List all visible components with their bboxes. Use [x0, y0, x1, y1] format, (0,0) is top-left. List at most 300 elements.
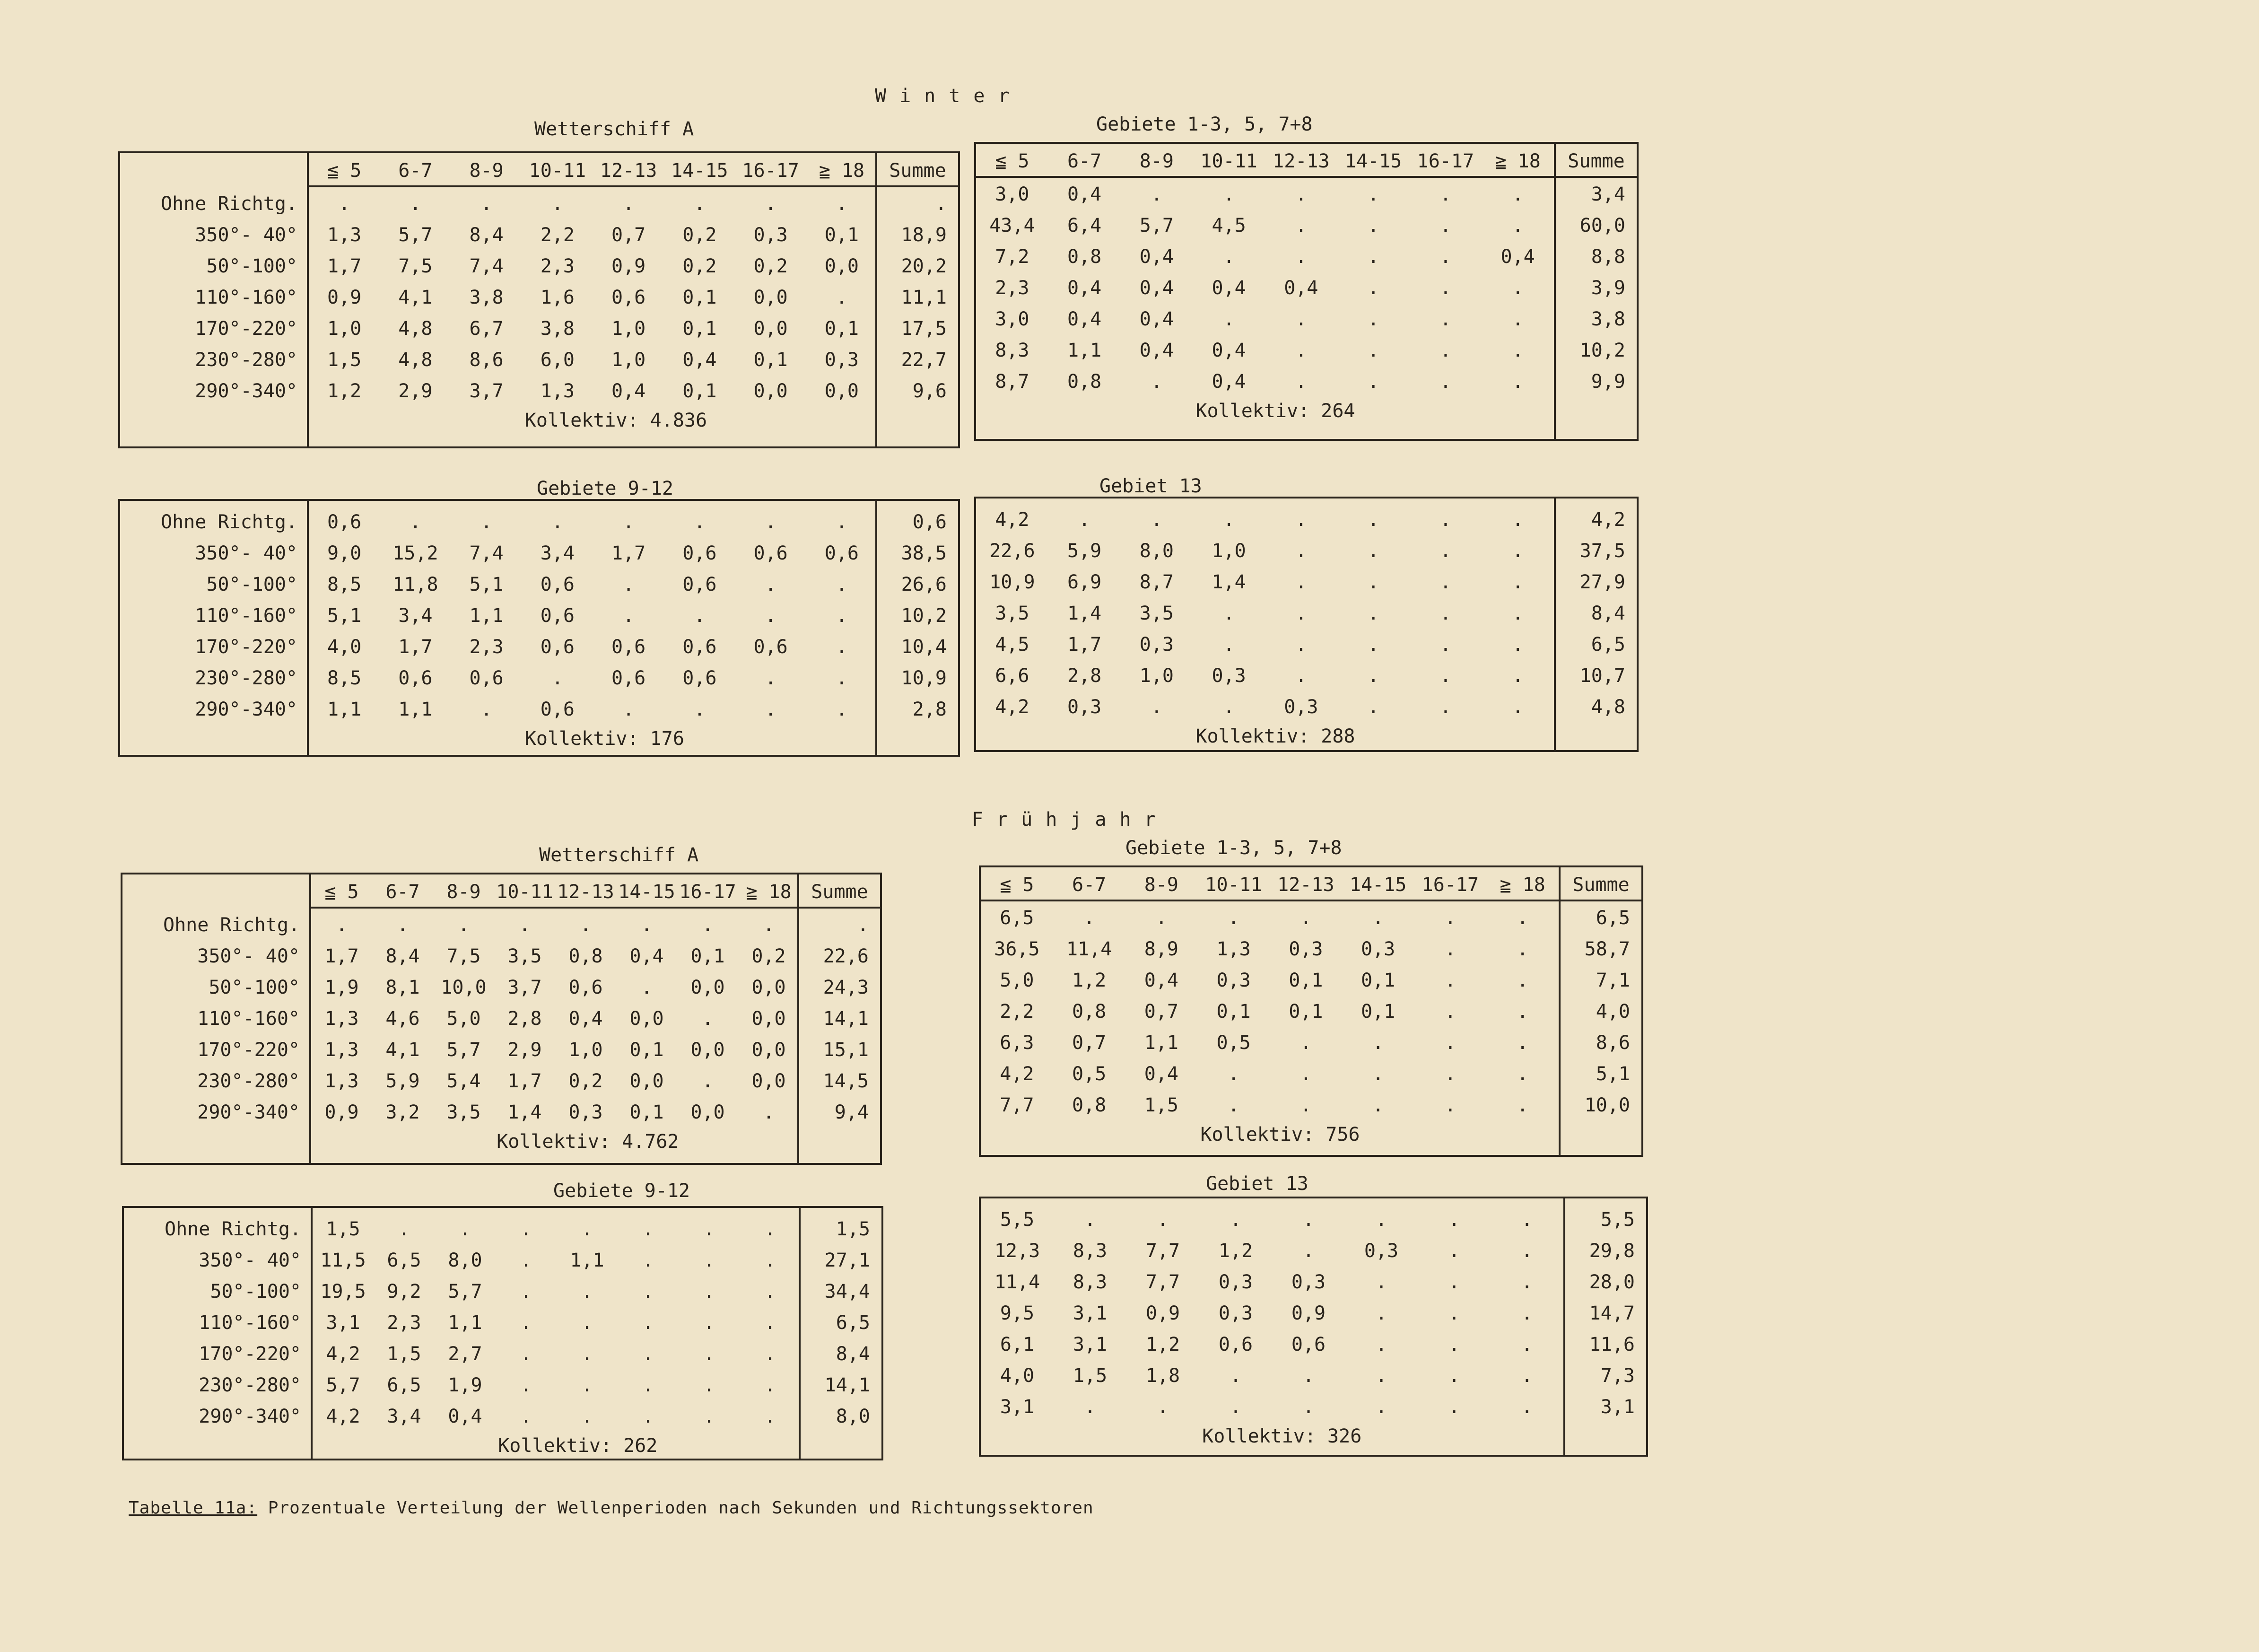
sum-cell: 0,6 — [912, 511, 947, 533]
table-cell: . — [1230, 1209, 1242, 1231]
table-cell: . — [1439, 215, 1451, 236]
table-cell: . — [410, 193, 421, 215]
sum-cell: 17,5 — [901, 318, 947, 340]
table-cell: 1,0 — [1212, 540, 1246, 562]
table-cell: . — [1295, 571, 1307, 593]
table-cell: . — [1517, 1094, 1528, 1116]
table-cell: . — [642, 1406, 654, 1427]
sum-cell: 3,9 — [1591, 277, 1625, 299]
table-cell: 4,6 — [385, 1008, 420, 1030]
column-header: ≧ 18 — [819, 160, 865, 182]
table-cell: . — [764, 1312, 776, 1334]
table-cell: . — [1517, 1032, 1528, 1054]
table-cell: . — [1368, 603, 1379, 624]
table-cell: . — [703, 1218, 715, 1240]
table-cell: 7,5 — [398, 255, 433, 277]
table-cell: 3,4 — [387, 1406, 421, 1427]
table-cell: . — [397, 914, 409, 936]
kollektiv-line: Kollektiv: 326 — [1202, 1425, 1362, 1447]
kollektiv-line: Kollektiv: 4.762 — [497, 1131, 679, 1153]
table-cell: 4,8 — [398, 349, 433, 371]
table-cell: 8,3 — [1073, 1240, 1108, 1262]
table-cell: 0,4 — [1139, 340, 1174, 361]
table-cell: 0,6 — [568, 977, 603, 998]
table-cell: . — [836, 699, 847, 720]
table-cell: . — [1295, 634, 1307, 656]
table-cell: 3,8 — [540, 318, 575, 340]
table-cell: . — [765, 605, 776, 627]
sum-column-header: Summe — [889, 160, 946, 182]
table-cell: 5,7 — [448, 1281, 482, 1302]
table-cell: . — [1295, 215, 1307, 236]
table-cell: 3,1 — [326, 1312, 360, 1334]
table-cell: . — [1300, 1032, 1312, 1054]
direction-label: Ohne Richtg. — [161, 511, 297, 533]
column-header: 8-9 — [469, 160, 504, 182]
table-cell: 4,0 — [327, 636, 362, 658]
table-cell: . — [520, 1250, 532, 1271]
table-cell: 0,6 — [611, 287, 646, 308]
table-cell: . — [765, 574, 776, 595]
table-cell: 8,0 — [448, 1250, 482, 1271]
table-cell: 3,8 — [469, 287, 504, 308]
sum-cell: 18,9 — [901, 224, 947, 246]
table-cell: 1,5 — [387, 1343, 421, 1365]
sum-cell: 5,5 — [1600, 1209, 1635, 1231]
table-cell: . — [1444, 1032, 1456, 1054]
table-cell: 8,6 — [469, 349, 504, 371]
table-cell: 0,7 — [1072, 1032, 1107, 1054]
direction-label: 230°-280° — [195, 349, 297, 371]
table-cell: . — [480, 699, 492, 720]
table-cell: 0,3 — [1216, 970, 1251, 991]
sum-cell: 3,1 — [1600, 1396, 1635, 1418]
table-cell: 0,4 — [448, 1406, 482, 1427]
sum-cell: 8,4 — [836, 1343, 870, 1365]
table-cell: 0,8 — [1067, 371, 1102, 393]
column-header: 6-7 — [398, 160, 433, 182]
table-cell: . — [1512, 215, 1524, 236]
table-cell: . — [703, 1250, 715, 1271]
direction-label: 350°- 40° — [197, 945, 300, 967]
table-cell: 11,4 — [1066, 938, 1112, 960]
direction-label: 230°-280° — [199, 1374, 301, 1396]
table-cell: . — [1439, 184, 1451, 205]
table-cell: . — [1512, 540, 1524, 562]
sum-cell: 22,6 — [823, 945, 869, 967]
table-cell: . — [1368, 509, 1379, 531]
table-cell: 0,6 — [540, 699, 575, 720]
table-cell: 0,9 — [1291, 1302, 1326, 1324]
table-cell: 0,2 — [751, 945, 786, 967]
table-cell: 0,3 — [1218, 1302, 1253, 1324]
column-header: 16-17 — [742, 160, 799, 182]
sum-cell: 37,5 — [1579, 540, 1625, 562]
table-cell: . — [1521, 1334, 1533, 1355]
table-cell: 5,9 — [385, 1070, 420, 1092]
table-footer-caption — [129, 1498, 1094, 1518]
table-cell: . — [702, 1070, 714, 1092]
table-cell: 0,6 — [327, 511, 362, 533]
table-cell: . — [1439, 603, 1451, 624]
table-cell: 0,1 — [629, 1039, 664, 1061]
table-cell: . — [1151, 371, 1162, 393]
direction-label: 350°- 40° — [195, 542, 297, 564]
column-header: ≦ 5 — [324, 881, 359, 903]
table-cell: 3,5 — [995, 603, 1029, 624]
table-cell: 0,4 — [629, 945, 664, 967]
table-cell: 0,9 — [327, 287, 362, 308]
table-cell: . — [1084, 1396, 1096, 1418]
column-header: 14-15 — [671, 160, 728, 182]
table-cell: 4,1 — [385, 1039, 420, 1061]
column-header: 10-11 — [529, 160, 586, 182]
table-cell: . — [1151, 509, 1162, 531]
table-cell: 0,3 — [753, 224, 788, 246]
table-caption: Wetterschiff A — [539, 844, 699, 866]
table-cell: . — [1448, 1240, 1460, 1262]
table-cell: . — [1448, 1302, 1460, 1324]
table-cell: . — [1512, 277, 1524, 299]
table-cell: . — [519, 914, 531, 936]
sum-cell: 8,6 — [1596, 1032, 1630, 1054]
table-cell: 1,9 — [324, 977, 359, 998]
table-cell: . — [1439, 540, 1451, 562]
table-cell: . — [1448, 1209, 1460, 1231]
table-cell: 1,7 — [507, 1070, 542, 1092]
table-cell: . — [1512, 571, 1524, 593]
sum-cell: 10,4 — [901, 636, 947, 658]
table-cell: . — [764, 1250, 776, 1271]
table-cell: 0,7 — [1144, 1001, 1178, 1023]
table-cell: . — [1439, 571, 1451, 593]
table-cell: . — [1521, 1209, 1533, 1231]
table-cell: 0,6 — [1218, 1334, 1253, 1355]
table-cell: 0,6 — [824, 542, 859, 564]
season-heading: Winter — [875, 85, 1023, 107]
column-header: 14-15 — [1349, 874, 1407, 896]
column-header: ≦ 5 — [995, 150, 1029, 172]
table-cell: 0,6 — [1291, 1334, 1326, 1355]
table-cell: 0,6 — [540, 574, 575, 595]
sum-cell: 20,2 — [901, 255, 947, 277]
table-cell: 0,4 — [1139, 308, 1174, 330]
table-cell: 0,0 — [753, 318, 788, 340]
table-cell: 11,4 — [994, 1271, 1040, 1293]
table-cell: . — [1223, 696, 1235, 718]
table-cell: 0,0 — [629, 1008, 664, 1030]
table-cell: 0,0 — [824, 380, 859, 402]
table-cell: 0,6 — [682, 636, 717, 658]
table-cell: 5,1 — [469, 574, 504, 595]
table-cell: 1,0 — [1139, 665, 1174, 687]
table-cell: . — [836, 193, 847, 215]
sum-cell: 60,0 — [1579, 215, 1625, 236]
data-table — [979, 1197, 1648, 1457]
column-header: 14-15 — [618, 881, 675, 903]
table-cell: 3,5 — [1139, 603, 1174, 624]
data-table — [974, 142, 1639, 441]
data-table — [974, 497, 1639, 752]
sum-cell: 4,2 — [1591, 509, 1625, 531]
table-cell: 4,1 — [398, 287, 433, 308]
table-cell: . — [1223, 184, 1235, 205]
table-cell: . — [551, 193, 563, 215]
table-cell: 2,7 — [448, 1343, 482, 1365]
table-cell: 10,9 — [989, 571, 1035, 593]
table-cell: 0,0 — [690, 977, 725, 998]
table-cell: 0,1 — [1289, 1001, 1323, 1023]
table-cell: . — [581, 1406, 593, 1427]
table-cell: 8,1 — [385, 977, 420, 998]
table-cell: . — [623, 511, 635, 533]
table-cell: 0,0 — [824, 255, 859, 277]
sum-cell: 1,5 — [836, 1218, 870, 1240]
table-cell: . — [1157, 1209, 1169, 1231]
table-cell: 6,3 — [1000, 1032, 1034, 1054]
table-cell: 3,1 — [1073, 1334, 1108, 1355]
table-cell: . — [1295, 371, 1307, 393]
table-cell: 8,9 — [1144, 938, 1178, 960]
table-cell: 0,2 — [568, 1070, 603, 1092]
table-cell: . — [1300, 1094, 1312, 1116]
table-cell: 19,5 — [320, 1281, 366, 1302]
table-cell: . — [581, 1281, 593, 1302]
direction-label: 170°-220° — [199, 1343, 301, 1365]
table-cell: 0,4 — [682, 349, 717, 371]
table-cell: 1,1 — [448, 1312, 482, 1334]
table-cell: 1,1 — [398, 699, 433, 720]
table-cell: 0,0 — [751, 1008, 786, 1030]
table-cell: 2,9 — [398, 380, 433, 402]
table-cell: 3,2 — [385, 1101, 420, 1123]
table-cell: . — [1512, 603, 1524, 624]
table-cell: . — [1151, 184, 1162, 205]
sum-cell: 11,6 — [1589, 1334, 1635, 1355]
sum-cell: 8,8 — [1591, 246, 1625, 268]
table-cell: 0,6 — [682, 667, 717, 689]
direction-label: Ohne Richtg. — [165, 1218, 301, 1240]
sum-cell: 34,4 — [824, 1281, 870, 1302]
table-cell: 15,2 — [392, 542, 438, 564]
table-cell: 0,4 — [611, 380, 646, 402]
table-cell: . — [1439, 340, 1451, 361]
table-cell: . — [1230, 1365, 1242, 1387]
table-cell: . — [836, 636, 847, 658]
table-cell: . — [1302, 1396, 1315, 1418]
sum-cell: 22,7 — [901, 349, 947, 371]
direction-label: 290°-340° — [195, 699, 297, 720]
kollektiv-line: Kollektiv: 264 — [1195, 400, 1355, 422]
direction-label: 170°-220° — [195, 318, 297, 340]
table-cell: 0,3 — [1364, 1240, 1399, 1262]
table-cell: . — [1375, 1396, 1387, 1418]
table-cell: . — [836, 287, 847, 308]
table-cell: . — [1157, 1396, 1169, 1418]
table-cell: . — [623, 574, 635, 595]
column-header: ≦ 5 — [1000, 874, 1034, 896]
table-cell: 0,6 — [682, 574, 717, 595]
table-cell: 1,3 — [327, 224, 362, 246]
table-cell: . — [1295, 308, 1307, 330]
table-cell: . — [623, 193, 635, 215]
table-cell: . — [1368, 540, 1379, 562]
sum-cell: 27,9 — [1579, 571, 1625, 593]
sum-cell: 14,1 — [823, 1008, 869, 1030]
table-cell: . — [1521, 1240, 1533, 1262]
table-cell: 4,0 — [1000, 1365, 1035, 1387]
table-cell: . — [520, 1281, 532, 1302]
table-cell: 0,4 — [568, 1008, 603, 1030]
table-cell: 0,9 — [611, 255, 646, 277]
table-cell: 1,5 — [1073, 1365, 1108, 1387]
sum-cell: 10,0 — [1584, 1094, 1630, 1116]
table-cell: 1,0 — [568, 1039, 603, 1061]
table-cell: 0,1 — [682, 287, 717, 308]
table-cell: 0,3 — [1212, 665, 1246, 687]
table-cell: . — [1375, 1302, 1387, 1324]
table-cell: 1,3 — [1216, 938, 1251, 960]
table-cell: 0,0 — [751, 977, 786, 998]
table-cell: . — [763, 914, 775, 936]
table-cell: 7,4 — [469, 542, 504, 564]
column-header: 8-9 — [1139, 150, 1174, 172]
table-cell: . — [1375, 1365, 1387, 1387]
table-cell: . — [1368, 340, 1379, 361]
column-header: ≦ 5 — [327, 160, 362, 182]
table-cell: . — [1517, 1001, 1528, 1023]
column-header: 12-13 — [600, 160, 657, 182]
sum-cell: 5,1 — [1596, 1063, 1630, 1085]
table-cell: 0,3 — [824, 349, 859, 371]
table-cell: . — [1439, 277, 1451, 299]
table-cell: 43,4 — [989, 215, 1035, 236]
sum-cell: 3,8 — [1591, 308, 1625, 330]
table-cell: . — [1368, 308, 1379, 330]
table-cell: 2,9 — [507, 1039, 542, 1061]
table-cell: 4,2 — [326, 1406, 360, 1427]
table-cell: . — [1517, 907, 1528, 929]
table-cell: . — [398, 1218, 410, 1240]
table-cell: . — [480, 193, 492, 215]
table-cell: . — [1223, 308, 1235, 330]
table-cell: 1,5 — [327, 349, 362, 371]
table-cell: 1,7 — [611, 542, 646, 564]
table-cell: . — [703, 1406, 715, 1427]
table-cell: . — [1517, 1063, 1528, 1085]
table-cell: . — [459, 1218, 471, 1240]
table-cell: 0,6 — [398, 667, 433, 689]
table-cell: 0,4 — [1212, 277, 1246, 299]
table-cell: . — [1079, 509, 1090, 531]
table-cell: . — [1439, 696, 1451, 718]
column-header: 8-9 — [1144, 874, 1178, 896]
kollektiv-line: Kollektiv: 288 — [1195, 725, 1355, 747]
table-cell: 7,2 — [995, 246, 1029, 268]
table-cell: . — [702, 1008, 714, 1030]
table-cell: . — [1375, 1271, 1387, 1293]
table-cell: 6,5 — [1000, 907, 1034, 929]
table-cell: . — [1448, 1334, 1460, 1355]
table-cell: 1,3 — [324, 1070, 359, 1092]
table-cell: . — [1368, 246, 1379, 268]
table-cell: . — [836, 574, 847, 595]
sum-cell: 8,0 — [836, 1406, 870, 1427]
column-header: ≧ 18 — [746, 881, 792, 903]
table-cell: . — [642, 1374, 654, 1396]
table-cell: . — [1230, 1396, 1242, 1418]
table-cell: 0,8 — [1072, 1094, 1107, 1116]
table-cell: . — [1439, 634, 1451, 656]
sum-cell: 8,4 — [1591, 603, 1625, 624]
table-cell: 5,4 — [446, 1070, 481, 1092]
table-cell: 0,1 — [1216, 1001, 1251, 1023]
table-cell: 3,4 — [540, 542, 575, 564]
table-cell: 2,3 — [387, 1312, 421, 1334]
table-cell: 0,5 — [1072, 1063, 1107, 1085]
table-cell: 6,4 — [1067, 215, 1102, 236]
table-cell: 1,2 — [327, 380, 362, 402]
table-cell: 1,2 — [1145, 1334, 1180, 1355]
table-cell: 1,4 — [1067, 603, 1102, 624]
sum-cell: 29,8 — [1589, 1240, 1635, 1262]
table-cell: 0,4 — [1212, 340, 1246, 361]
column-header: 8-9 — [446, 881, 481, 903]
table-cell: . — [1444, 907, 1456, 929]
table-cell: 36,5 — [994, 938, 1040, 960]
table-cell: 12,3 — [994, 1240, 1040, 1262]
table-cell: 1,1 — [469, 605, 504, 627]
table-cell: . — [1439, 246, 1451, 268]
table-cell: . — [836, 511, 847, 533]
table-cell: 1,5 — [1144, 1094, 1178, 1116]
table-cell: 5,7 — [398, 224, 433, 246]
table-cell: . — [1512, 509, 1524, 531]
direction-label: 50°-100° — [209, 977, 300, 998]
table-cell: . — [703, 1374, 715, 1396]
table-cell: 0,4 — [1212, 371, 1246, 393]
table-cell: 6,0 — [540, 349, 575, 371]
table-cell: 3,1 — [1000, 1396, 1035, 1418]
table-cell: . — [520, 1312, 532, 1334]
table-cell: . — [1517, 970, 1528, 991]
sum-cell: 9,6 — [912, 380, 947, 402]
table-cell: 0,1 — [682, 318, 717, 340]
table-cell: 1,3 — [540, 380, 575, 402]
kollektiv-line: Kollektiv: 756 — [1200, 1124, 1360, 1145]
table-cell: . — [581, 1374, 593, 1396]
table-cell: 4,5 — [1212, 215, 1246, 236]
table-caption: Gebiete 9-12 — [553, 1180, 690, 1202]
table-cell: . — [1375, 1334, 1387, 1355]
table-cell: 7,7 — [1145, 1240, 1180, 1262]
table-cell: 0,0 — [629, 1070, 664, 1092]
table-cell: . — [1223, 634, 1235, 656]
direction-label: 350°- 40° — [199, 1250, 301, 1271]
table-cell: 4,2 — [995, 509, 1029, 531]
table-cell: 0,1 — [753, 349, 788, 371]
table-cell: . — [1521, 1271, 1533, 1293]
table-cell: . — [1368, 696, 1379, 718]
table-cell: . — [410, 511, 421, 533]
direction-label: 350°- 40° — [195, 224, 297, 246]
table-cell: 0,2 — [682, 255, 717, 277]
table-cell: . — [480, 511, 492, 533]
kollektiv-line: Kollektiv: 176 — [524, 728, 684, 750]
table-cell: 0,4 — [1500, 246, 1535, 268]
table-cell: 7,5 — [446, 945, 481, 967]
table-cell: . — [1368, 277, 1379, 299]
